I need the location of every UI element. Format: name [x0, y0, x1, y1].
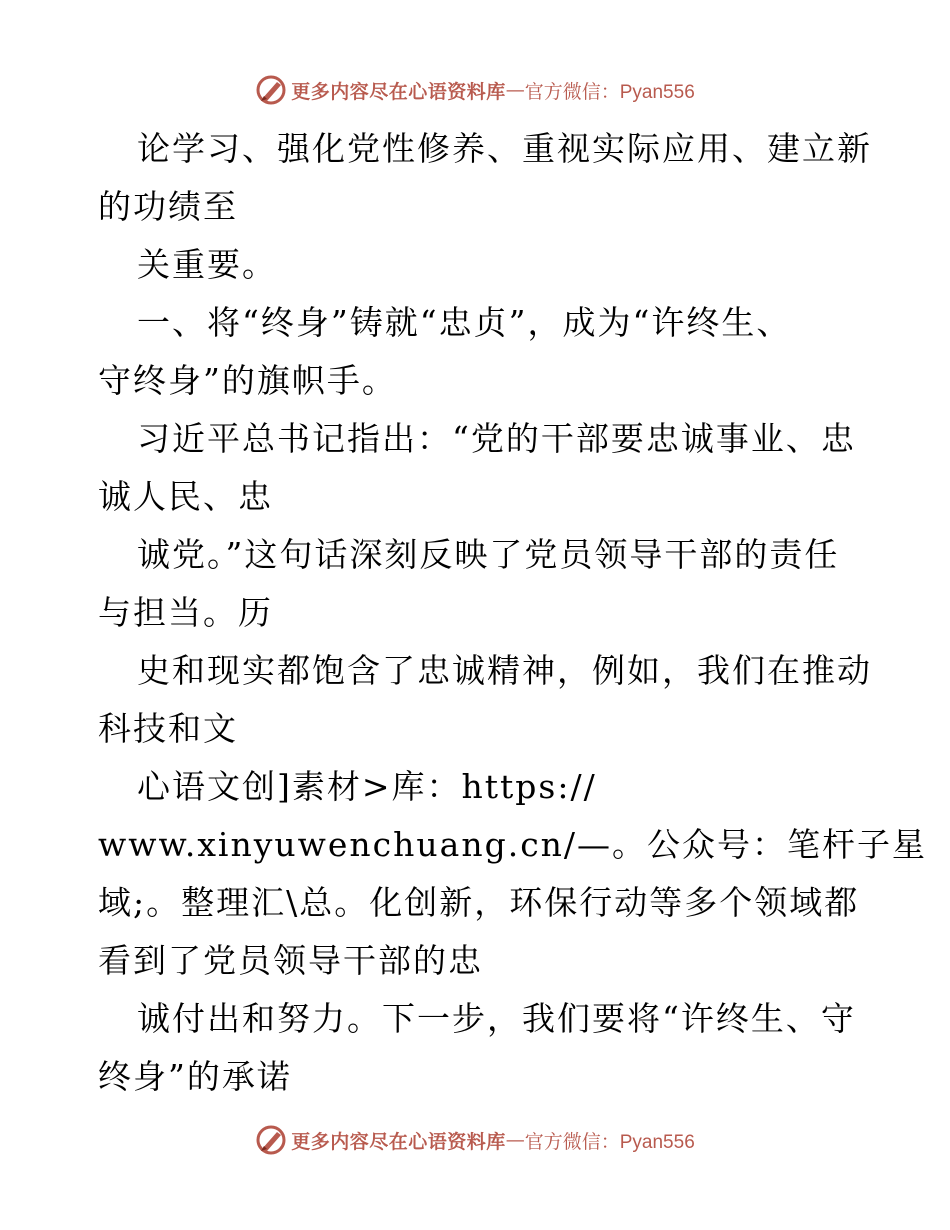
text-line: 终身”的承诺: [98, 1057, 292, 1096]
footer-banner: [0, 1120, 950, 1160]
text-line: 与担当。历: [98, 593, 273, 632]
text-line: 守终身”的旗帜手。: [98, 361, 397, 400]
header-separator: —: [505, 79, 525, 101]
footer-separator: —: [505, 1129, 525, 1151]
header-brand: 更多内容尽在心语资料库: [291, 80, 506, 103]
text-line: 习近平总书记指出：“党的干部要忠诚事业、忠: [137, 419, 856, 458]
pen-logo-icon: [255, 1124, 287, 1156]
text-line: 诚党。”这句话深刻反映了党员领导干部的责任: [137, 535, 840, 574]
footer-brand: 更多内容尽在心语资料库: [291, 1130, 506, 1153]
text-line: 看到了党员领导干部的忠: [98, 941, 483, 980]
text-line: 诚付出和努力。下一步，我们要将“许终生、守: [137, 999, 856, 1038]
text-line: 论学习、强化党性修养、重视实际应用、建立新: [137, 129, 872, 168]
header-banner: [0, 70, 950, 110]
text-line: 一、将“终身”铸就“忠贞”，成为“许终生、: [137, 303, 792, 342]
text-line: 域;。整理汇\总。化创新，环保行动等多个领域都: [98, 883, 860, 922]
document-body: [98, 120, 928, 1106]
text-line: 史和现实都饱含了忠诚精神，例如，我们在推动: [137, 651, 872, 690]
text-line: 科技和文: [98, 709, 238, 748]
pen-logo-icon: [255, 74, 287, 106]
text-line: 诚人民、忠: [98, 477, 273, 516]
text-line: 关重要。: [137, 245, 277, 284]
footer-contact: 官方微信：Pyan556: [524, 1131, 695, 1153]
text-line: 心语文创]素材>库：https://: [137, 767, 597, 806]
text-line: 的功绩至: [98, 187, 238, 226]
header-contact: 官方微信：Pyan556: [524, 81, 695, 103]
text-line: www.xinyuwenchuang.cn/—。公众号：笔杆子星: [98, 825, 928, 864]
